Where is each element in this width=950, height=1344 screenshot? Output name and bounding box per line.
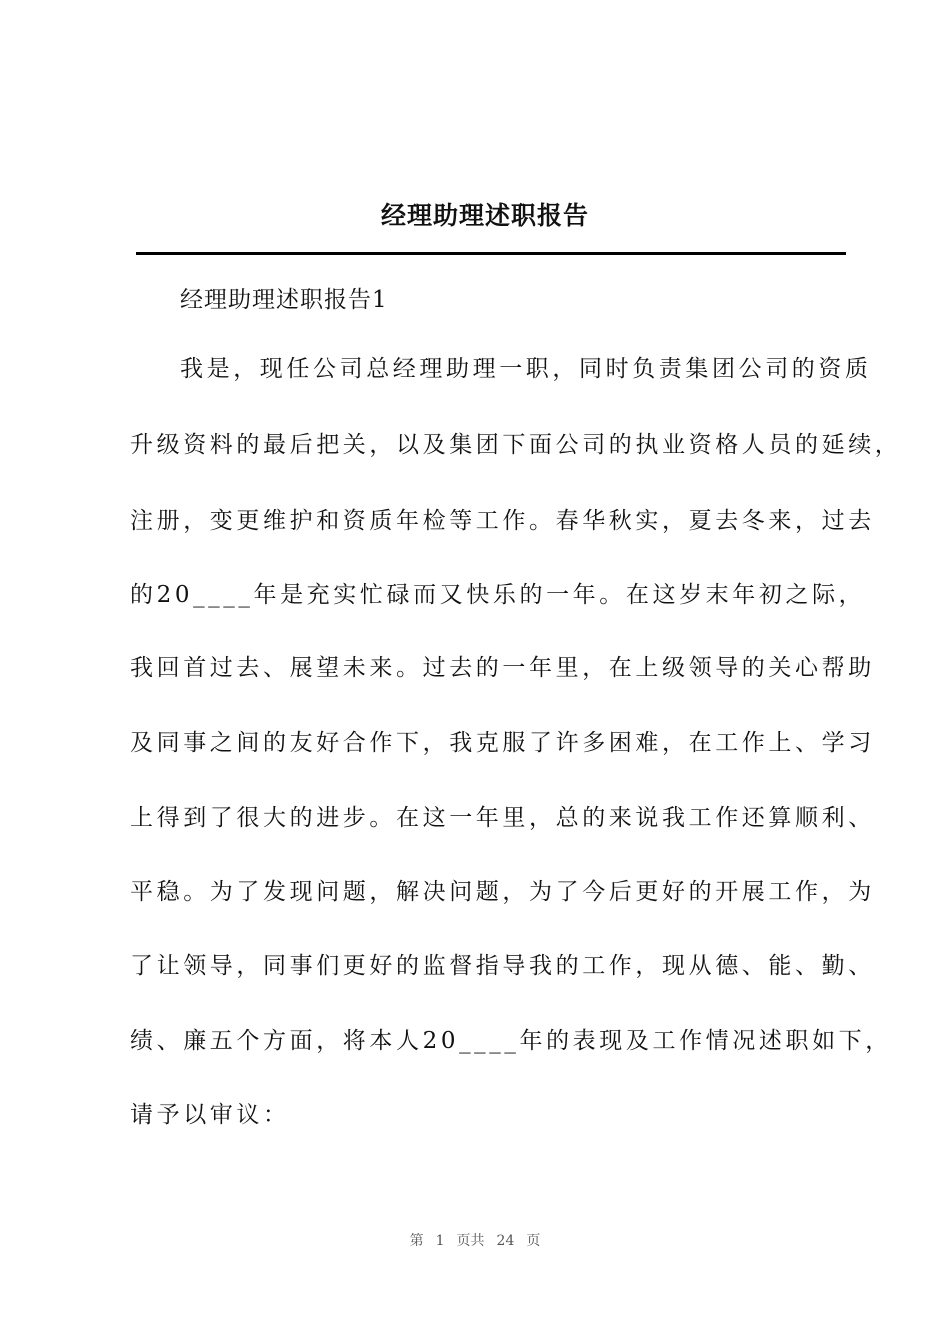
paragraph-line: 请予以审议： xyxy=(130,1102,290,1128)
footer-prefix: 第 xyxy=(409,1233,424,1249)
footer-page-number: 1 xyxy=(435,1233,445,1249)
footer-suffix: 页 xyxy=(526,1233,541,1249)
paragraph-line: 上得到了很大的进步。在这一年里，总的来说我工作还算顺利、 xyxy=(130,805,875,831)
footer-total-pages: 24 xyxy=(496,1233,515,1249)
paragraph-line: 及同事之间的友好合作下，我克服了许多困难，在工作上、学习 xyxy=(130,730,875,756)
paragraph-line: 注册，变更维护和资质年检等工作。春华秋实，夏去冬来，过去 xyxy=(130,508,875,534)
paragraph-line: 绩、廉五个方面，将本人20____年的表现及工作情况述职如下， xyxy=(130,1028,892,1054)
footer-middle: 页共 xyxy=(456,1233,485,1249)
paragraph-line: 了让领导，同事们更好的监督指导我的工作，现从德、能、勤、 xyxy=(130,953,875,979)
paragraph-line: 的20____年是充实忙碌而又快乐的一年。在这岁末年初之际， xyxy=(130,582,866,608)
page-footer xyxy=(0,1230,950,1250)
document-title: 经理助理述职报告 xyxy=(380,201,589,230)
paragraph-line: 我回首过去、展望未来。过去的一年里，在上级领导的关心帮助 xyxy=(130,655,875,681)
title-underline xyxy=(136,252,846,255)
section-heading: 经理助理述职报告1 xyxy=(180,287,388,313)
paragraph-line: 升级资料的最后把关，以及集团下面公司的执业资格人员的延续， xyxy=(130,432,902,458)
paragraph-line: 平稳。为了发现问题，解决问题，为了今后更好的开展工作，为 xyxy=(130,879,875,905)
paragraph-line: 我是，现任公司总经理助理一职，同时负责集团公司的资质 xyxy=(180,356,872,382)
